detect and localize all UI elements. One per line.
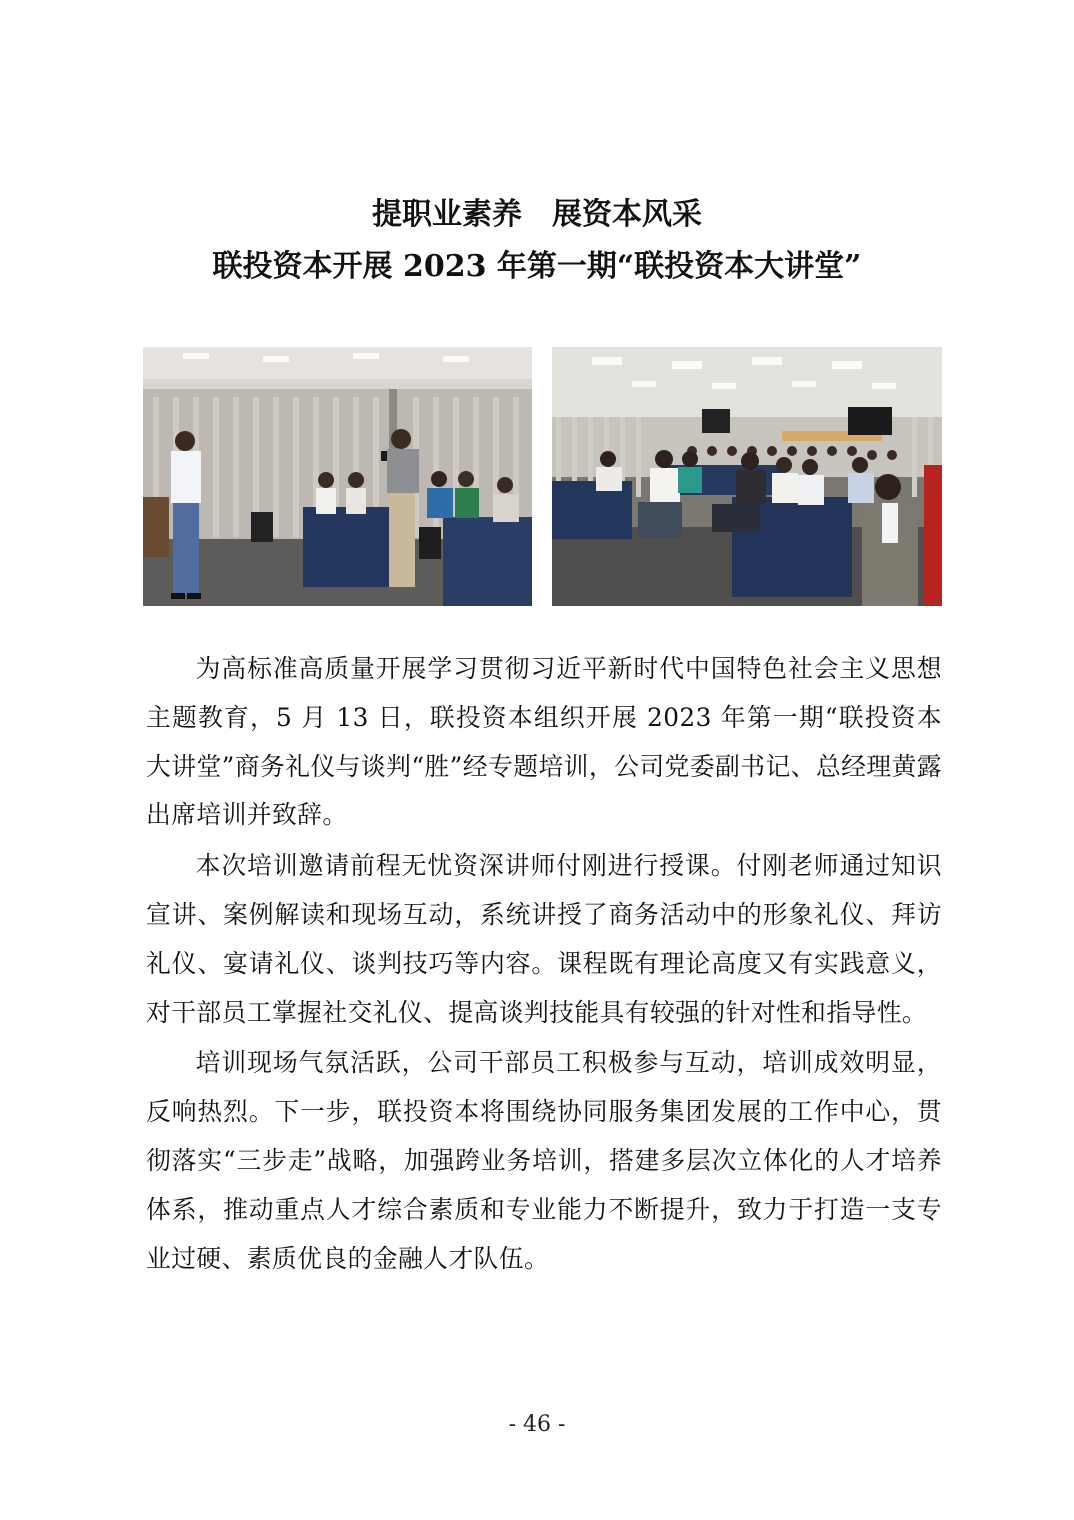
training-photo-left-image (143, 347, 532, 606)
photo-instructor-with-participant (143, 347, 532, 606)
page-number: - 46 - (508, 1412, 566, 1437)
document-title-line-2: 联投资本开展 2023 年第一期“联投资本大讲堂” (212, 249, 862, 284)
training-photo-right-image (552, 347, 942, 606)
photo-audience-seated (552, 347, 942, 606)
article-paragraph-3: 培训现场气氛活跃，公司干部员工积极参与互动，培训成效明显，反响热烈。下一步，联投资本将围绕协同服务集团发展的工作中心，贯彻落实“三步走”战略，加强跨业务培训，搭建多层次立体化的人才培养体系，推动重点人才综合素质和专业能力不断提升，致力于打造一支专业过硬、素质优良的金融人才队伍。 (146, 1048, 942, 1273)
document-title-line-1: 提职业素养 展资本风采 (372, 197, 702, 232)
article-body (146, 645, 942, 1283)
article-paragraph-2: 本次培训邀请前程无忧资深讲师付刚进行授课。付刚老师通过知识宣讲、案例解读和现场互动，系统讲授了商务活动中的形象礼仪、拜访礼仪、宴请礼仪、谈判技巧等内容。课程既有理论高度又有实践意义，对干部员工掌握社交礼仪、提高谈判技能具有较强的针对性和指导性。 (146, 851, 942, 1027)
article-paragraph-1: 为高标准高质量开展学习贯彻习近平新时代中国特色社会主义思想主题教育，5 月 13 日，联投资本组织开展 2023 年第一期“联投资本大讲堂”商务礼仪与谈判“胜”经专题培训，公司党委副书记、总经理黄露出席培训并致辞。 (146, 654, 942, 830)
